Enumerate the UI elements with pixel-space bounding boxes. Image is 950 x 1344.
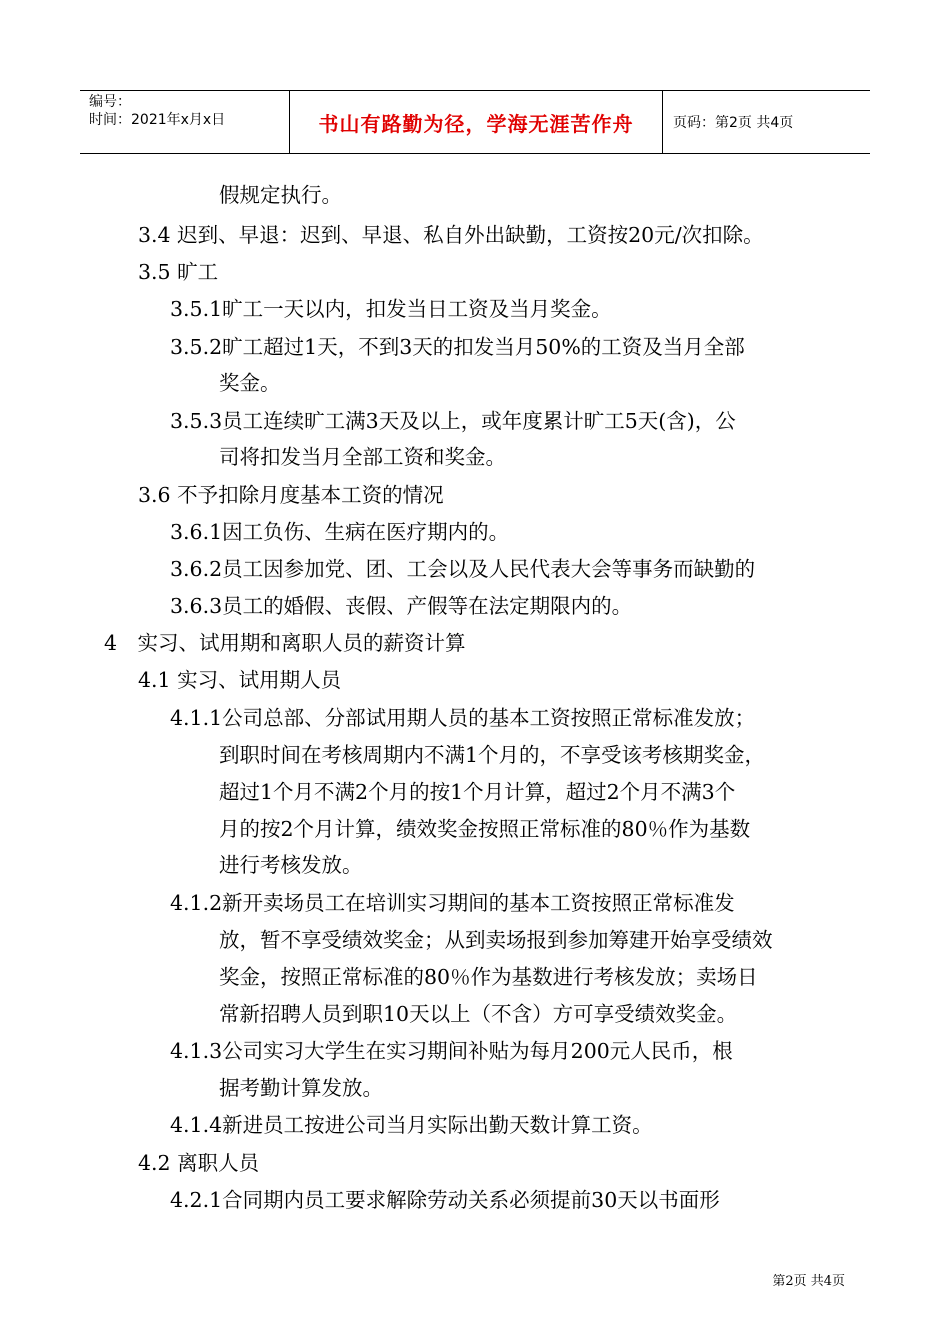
header-meta: [80, 91, 289, 153]
header-page-label: 页码：第2页 共4页: [673, 115, 794, 131]
document-number-label: 编号：: [89, 94, 131, 110]
text-line: 3.5.1旷工一天以内，扣发当日工资及当月奖金。: [170, 297, 612, 321]
text-line: 4.1.3公司实习大学生在实习期间补贴为每月200元人民币，根: [170, 1039, 733, 1063]
text-line: 3.6.3员工的婚假、丧假、产假等在法定期限内的。: [170, 594, 633, 618]
page-header: [80, 90, 870, 154]
section-heading: 4.1 实习、试用期人员: [138, 668, 342, 692]
text-line: 4.2.1合同期内员工要求解除劳动关系必须提前30天以书面形: [170, 1188, 720, 1212]
header-page-cell: [663, 91, 870, 153]
text-line: 假规定执行。: [219, 183, 342, 207]
document-date-label: 时间：2021年x月x日: [89, 112, 226, 128]
text-line: 据考勤计算发放。: [219, 1076, 383, 1100]
text-line: 3.6.1因工负伤、生病在医疗期内的。: [170, 520, 510, 544]
text-line: 3.5.3员工连续旷工满3天及以上，或年度累计旷工5天(含)，公: [170, 409, 736, 433]
section-heading: 4 实习、试用期和离职人员的薪资计算: [104, 631, 466, 655]
text-line: 3.5.2旷工超过1天，不到3天的扣发当月50%的工资及当月全部: [170, 335, 745, 359]
text-line: 超过1个月不满2个月的按1个月计算，超过2个月不满3个: [219, 780, 736, 804]
header-motto: 书山有路勤为径，学海无涯苦作舟: [318, 111, 634, 136]
page-footer: 第2页 共4页: [772, 1274, 845, 1289]
text-line: 奖金。: [219, 371, 281, 395]
section-heading: 3.6 不予扣除月度基本工资的情况: [138, 483, 444, 507]
text-line: 司将扣发当月全部工资和奖金。: [219, 445, 506, 469]
text-line: 奖金，按照正常标准的80％作为基数进行考核发放；卖场日: [219, 965, 758, 989]
text-line: 3.6.2员工因参加党、团、工会以及人民代表大会等事务而缺勤的: [170, 557, 756, 581]
text-line: 到职时间在考核周期内不满1个月的，不享受该考核期奖金，: [219, 743, 766, 767]
section-heading: 4.2 离职人员: [138, 1151, 260, 1175]
text-line: 常新招聘人员到职10天以上（不含）方可享受绩效奖金。: [219, 1002, 738, 1026]
text-line: 4.1.2新开卖场员工在培训实习期间的基本工资按照正常标准发: [170, 891, 735, 915]
text-line: 月的按2个月计算，绩效奖金按照正常标准的80％作为基数: [219, 817, 751, 841]
text-line: 4.1.4新进员工按进公司当月实际出勤天数计算工资。: [170, 1113, 653, 1137]
section-heading: 3.5 旷工: [138, 260, 219, 284]
text-line: 3.4 迟到、早退：迟到、早退、私自外出缺勤，工资按20元/次扣除。: [138, 223, 764, 247]
header-motto-cell: [289, 91, 663, 153]
text-line: 4.1.1公司总部、分部试用期人员的基本工资按照正常标准发放；: [170, 706, 756, 730]
text-line: 进行考核发放。: [219, 853, 363, 877]
text-line: 放，暂不享受绩效奖金；从到卖场报到参加筹建开始享受绩效: [219, 928, 773, 952]
